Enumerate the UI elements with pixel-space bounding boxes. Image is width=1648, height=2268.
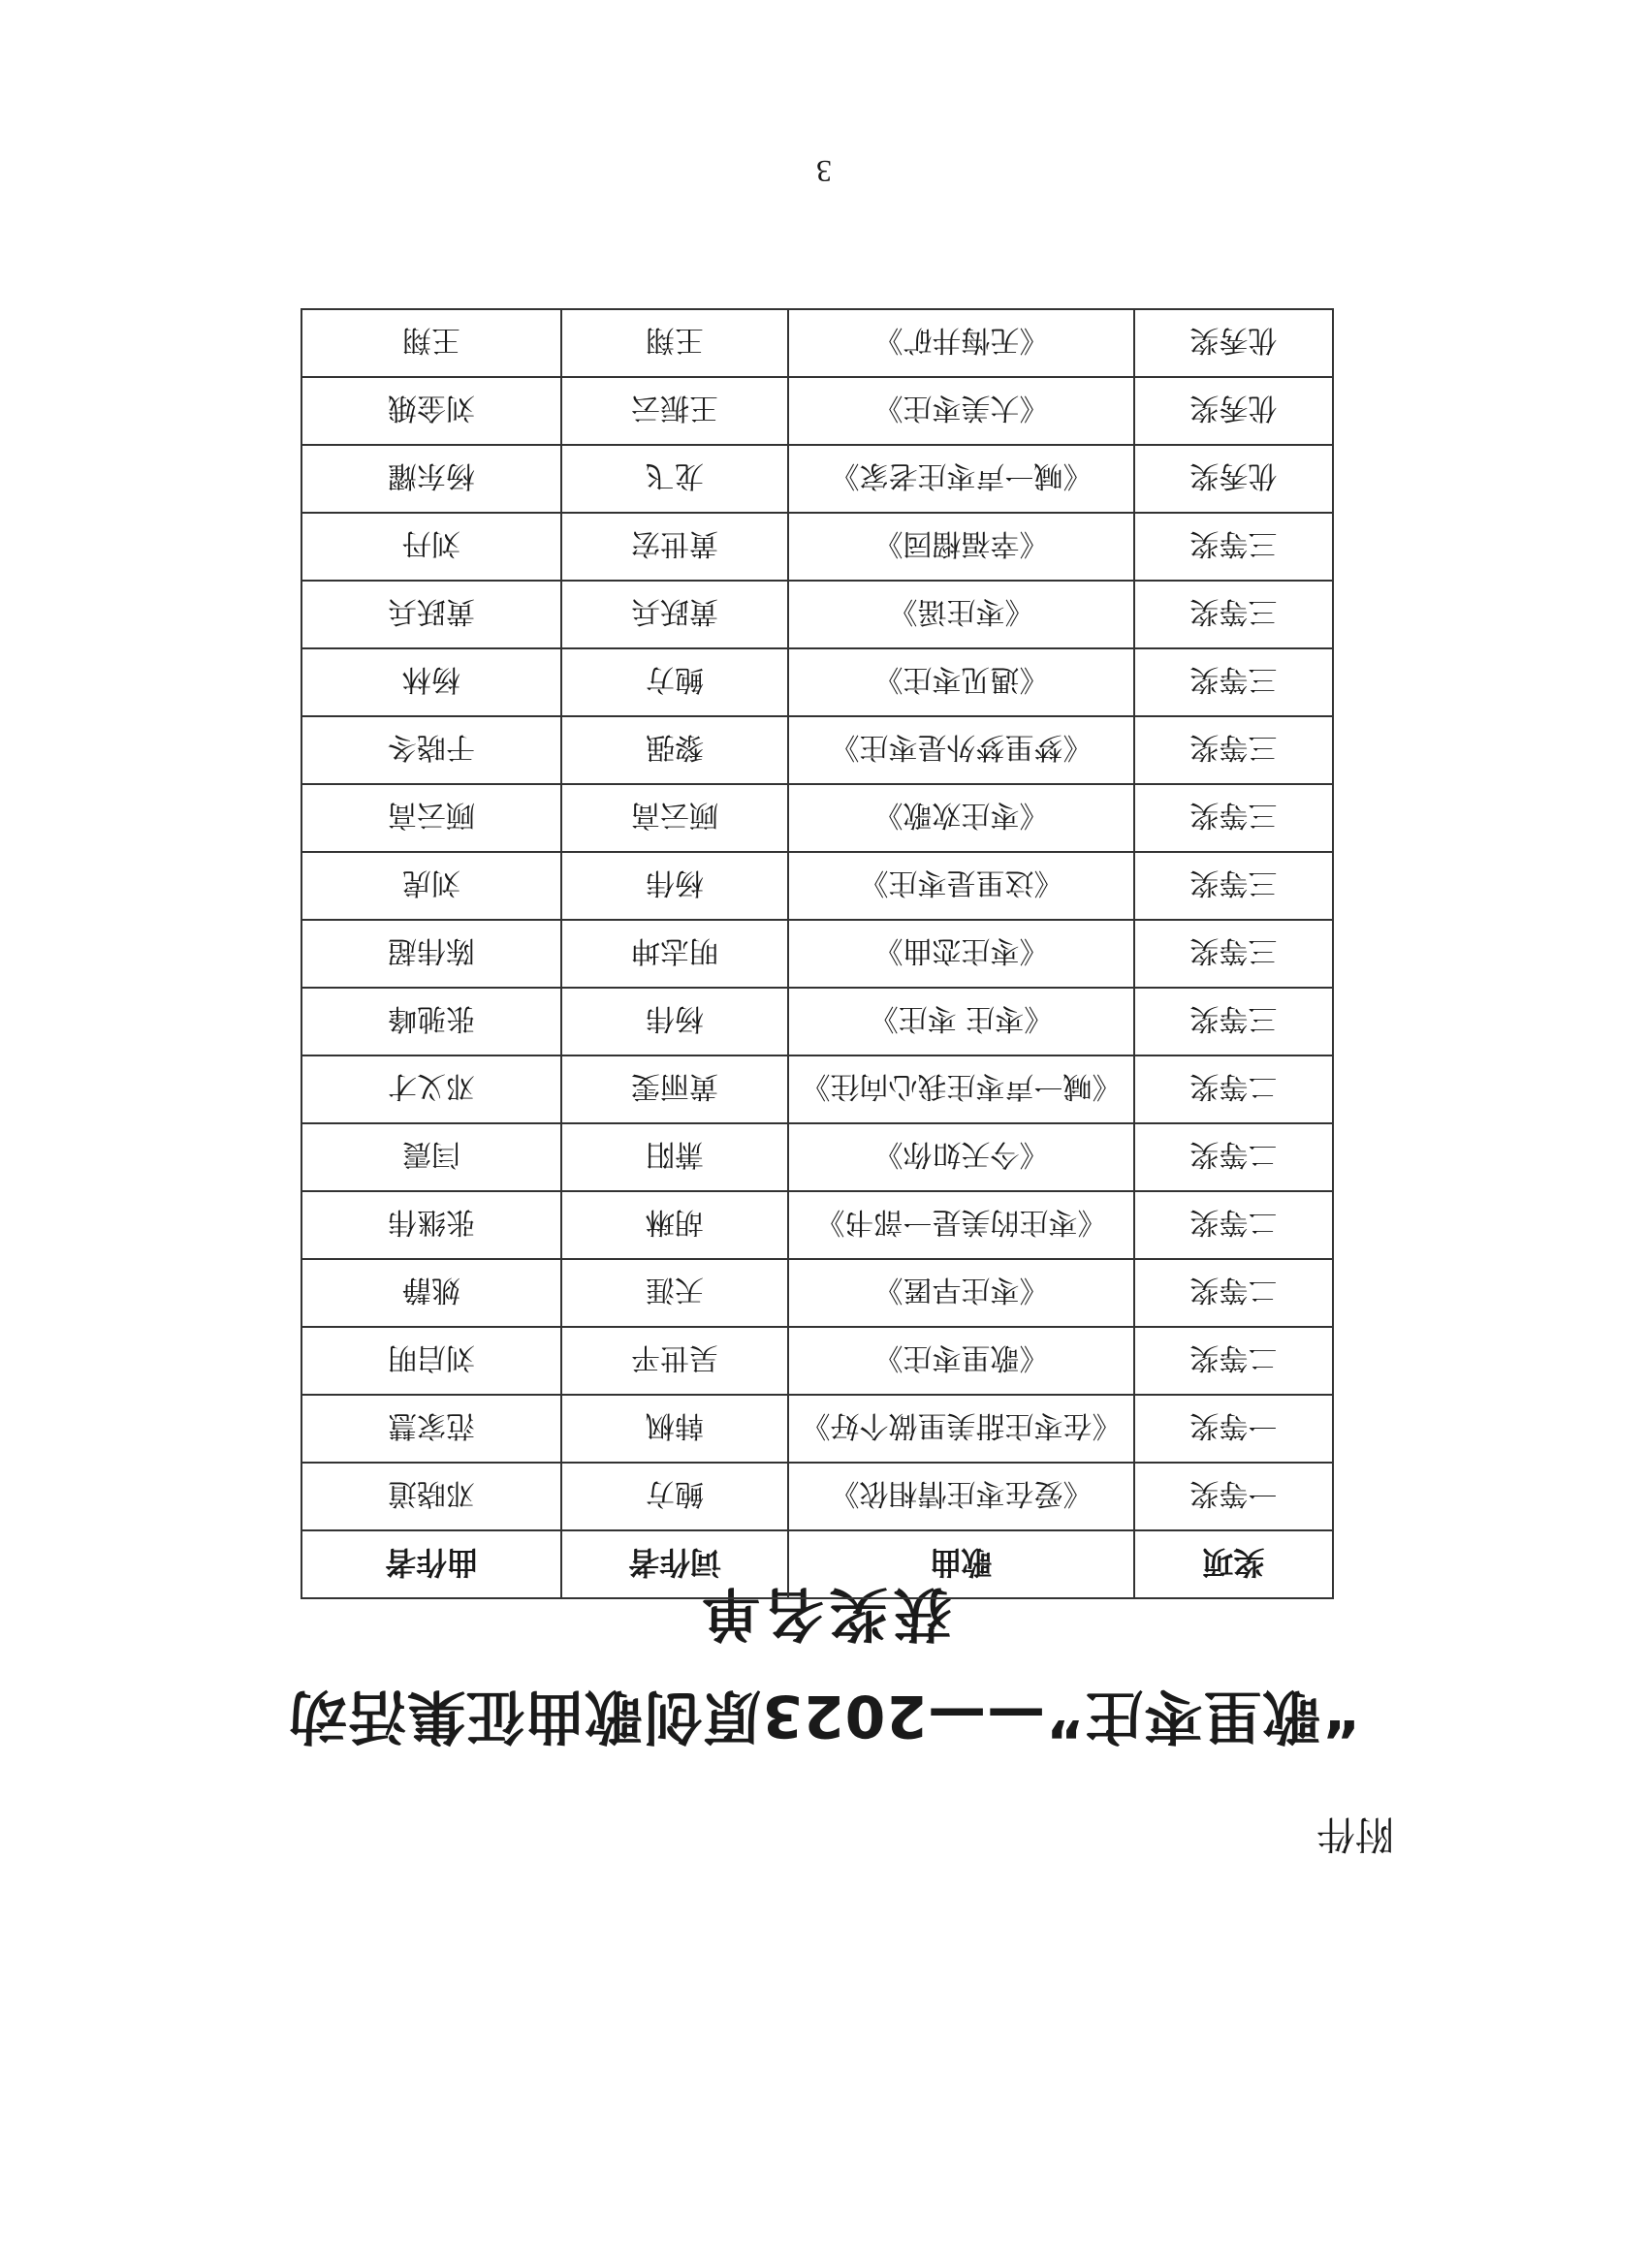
table-row (301, 309, 1333, 377)
song-cell: 《喊一声枣庄老家》 (788, 445, 1134, 513)
song-cell: 《枣庄谣》 (788, 581, 1134, 648)
composer-cell: 张驰峰 (301, 988, 561, 1055)
lyricist-cell: 王振云 (561, 377, 788, 445)
composer-cell: 刘金娥 (301, 377, 561, 445)
table-row (301, 648, 1333, 716)
composer-cell: 姚静 (301, 1259, 561, 1327)
table-row (301, 1191, 1333, 1259)
award-cell: 一等奖 (1134, 1463, 1333, 1530)
table-row (301, 445, 1333, 513)
table-row (301, 988, 1333, 1055)
award-cell: 三等奖 (1134, 784, 1333, 852)
composer-cell: 邓义才 (301, 1055, 561, 1123)
composer-cell: 于晓冬 (301, 716, 561, 784)
lyricist-cell: 杨伟 (561, 988, 788, 1055)
table-row (301, 1463, 1333, 1530)
document-subtitle: 获奖名单 (696, 1579, 952, 1647)
award-cell: 三等奖 (1134, 581, 1333, 648)
lyricist-cell: 明志坤 (561, 920, 788, 988)
table-row (301, 784, 1333, 852)
award-cell: 优秀奖 (1134, 309, 1333, 377)
lyricist-cell: 吴世平 (561, 1327, 788, 1395)
song-cell: 《梦里梦外是枣庄》 (788, 716, 1134, 784)
award-cell: 二等奖 (1134, 1327, 1333, 1395)
composer-cell: 邓晓道 (301, 1463, 561, 1530)
lyricist-cell: 天涯 (561, 1259, 788, 1327)
lyricist-cell: 龙飞 (561, 445, 788, 513)
award-cell: 三等奖 (1134, 648, 1333, 716)
song-cell: 《枣庄恋曲》 (788, 920, 1134, 988)
song-cell: 《枣庄 枣庄》 (788, 988, 1134, 1055)
composer-cell: 张继伟 (301, 1191, 561, 1259)
composer-cell: 陈伟超 (301, 920, 561, 988)
table-row (301, 1055, 1333, 1123)
composer-cell: 闫震 (301, 1123, 561, 1191)
lyricist-cell: 王翔 (561, 309, 788, 377)
award-table (301, 308, 1334, 1599)
table-row (301, 581, 1333, 648)
song-cell: 《遇见枣庄》 (788, 648, 1134, 716)
song-cell: 《在枣庄甜美里做个好》 (788, 1395, 1134, 1463)
song-cell: 《枣庄欢歌》 (788, 784, 1134, 852)
table-row (301, 1395, 1333, 1463)
song-cell: 《歌里枣庄》 (788, 1327, 1134, 1395)
award-cell: 三等奖 (1134, 716, 1333, 784)
page-number: 3 (816, 154, 832, 189)
lyricist-cell: 顾云高 (561, 784, 788, 852)
table-row (301, 852, 1333, 920)
award-cell: 一等奖 (1134, 1395, 1333, 1463)
header-song: 歌曲 (788, 1530, 1134, 1598)
award-cell: 二等奖 (1134, 1191, 1333, 1259)
table-row (301, 513, 1333, 581)
lyricist-cell: 黎强 (561, 716, 788, 784)
table-row (301, 377, 1333, 445)
composer-cell: 刘虎 (301, 852, 561, 920)
composer-cell: 黄跃兵 (301, 581, 561, 648)
header-lyricist: 词作者 (561, 1530, 788, 1598)
table-row (301, 920, 1333, 988)
table-row (301, 1327, 1333, 1395)
song-cell: 《今天如你》 (788, 1123, 1134, 1191)
song-cell: 《枣庄早匿》 (788, 1259, 1134, 1327)
award-cell: 二等奖 (1134, 1123, 1333, 1191)
lyricist-cell: 鲍方 (561, 648, 788, 716)
song-cell: 《这里是枣庄》 (788, 852, 1134, 920)
award-cell: 三等奖 (1134, 852, 1333, 920)
song-cell: 《枣庄的美是一部书》 (788, 1191, 1134, 1259)
lyricist-cell: 鲍方 (561, 1463, 788, 1530)
composer-cell: 王翔 (301, 309, 561, 377)
award-cell: 三等奖 (1134, 988, 1333, 1055)
song-cell: 《幸福榴园》 (788, 513, 1134, 581)
composer-cell: 刘丹 (301, 513, 561, 581)
lyricist-cell: 萧阳 (561, 1123, 788, 1191)
document-title: “歌里枣庄”——2023原创歌曲征集活动 (288, 1682, 1360, 1749)
lyricist-cell: 韩枫 (561, 1395, 788, 1463)
composer-cell: 杨东耀 (301, 445, 561, 513)
attachment-label: 附件 (1316, 1811, 1394, 1856)
composer-cell: 刘启明 (301, 1327, 561, 1395)
table-row (301, 1123, 1333, 1191)
table-header-row (301, 1530, 1333, 1598)
award-cell: 三等奖 (1134, 513, 1333, 581)
song-cell: 《无悔井矿》 (788, 309, 1134, 377)
song-cell: 《喊一声枣庄我心向往》 (788, 1055, 1134, 1123)
award-cell: 二等奖 (1134, 1055, 1333, 1123)
lyricist-cell: 黄丽雯 (561, 1055, 788, 1123)
composer-cell: 顾云高 (301, 784, 561, 852)
song-cell: 《爱在枣庄情相依》 (788, 1463, 1134, 1530)
composer-cell: 范家慧 (301, 1395, 561, 1463)
lyricist-cell: 黄跃兵 (561, 581, 788, 648)
award-cell: 三等奖 (1134, 920, 1333, 988)
award-cell: 优秀奖 (1134, 445, 1333, 513)
song-cell: 《大美枣庄》 (788, 377, 1134, 445)
header-award: 奖项 (1134, 1530, 1333, 1598)
header-composer: 曲作者 (301, 1530, 561, 1598)
lyricist-cell: 杨伟 (561, 852, 788, 920)
composer-cell: 杨林 (301, 648, 561, 716)
award-cell: 二等奖 (1134, 1259, 1333, 1327)
table-row (301, 1259, 1333, 1327)
lyricist-cell: 黄世宏 (561, 513, 788, 581)
table-row (301, 716, 1333, 784)
lyricist-cell: 胡琳 (561, 1191, 788, 1259)
award-cell: 优秀奖 (1134, 377, 1333, 445)
